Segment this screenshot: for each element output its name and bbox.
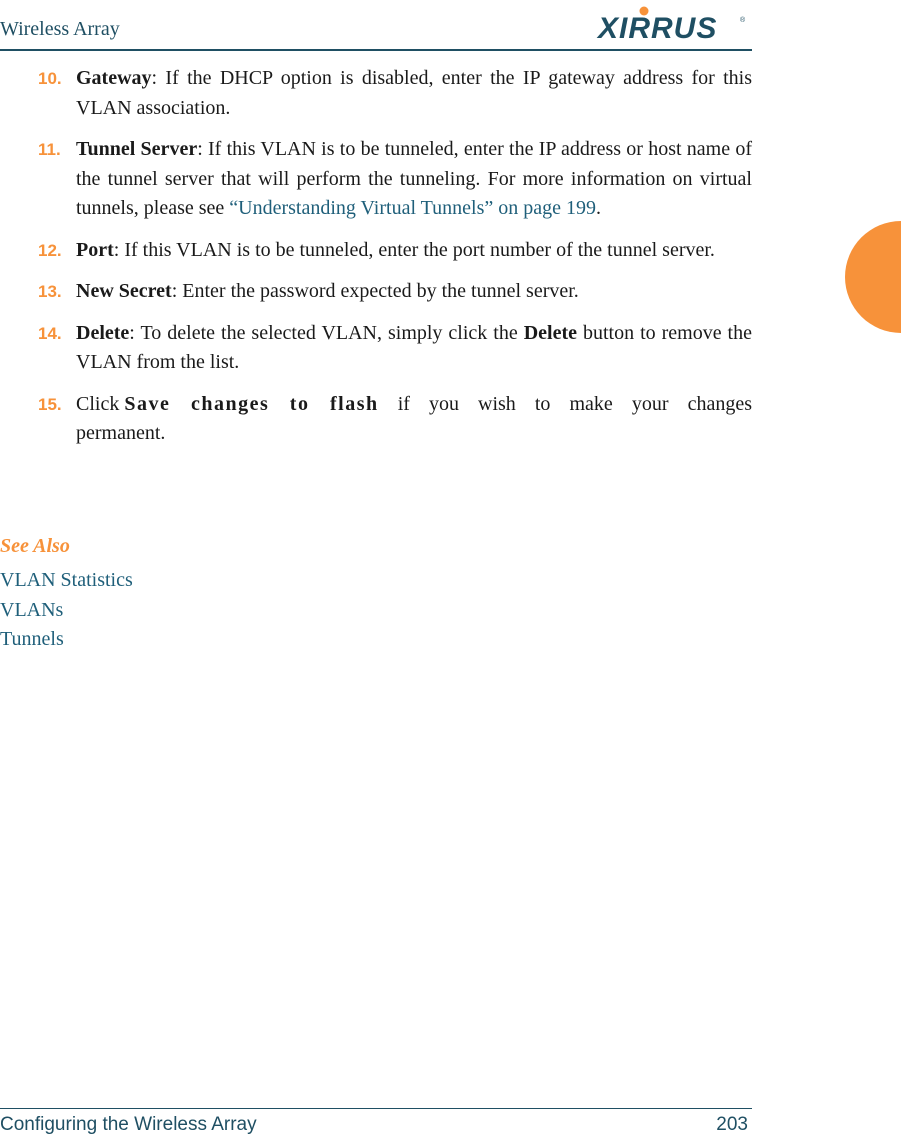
step-number: 14 .	[38, 319, 62, 349]
step-number: 10 .	[38, 64, 62, 94]
step-save-changes	[0, 390, 752, 449]
step-text: : If this VLAN is to be tunneled, enter the port number of the tunnel server.	[113, 238, 715, 261]
header-rule	[0, 49, 752, 51]
xirrus-logo	[596, 4, 748, 40]
step-term: New Secret	[76, 280, 172, 302]
step-text: if you wish to make your changes permanent.	[76, 392, 752, 444]
step-text-tail: .	[596, 197, 601, 219]
step-text-pre: Click	[76, 392, 125, 415]
see-also-link-vlan-statistics[interactable]: VLAN Statistics	[0, 569, 133, 591]
see-also-link-vlans[interactable]: VLANs	[0, 598, 64, 621]
step-text: : To delete the selected VLAN, simply click the	[129, 321, 524, 344]
step-term: Gateway	[76, 67, 152, 89]
step-new-secret	[0, 277, 752, 307]
step-term: Delete	[76, 321, 130, 344]
see-also-list	[0, 566, 133, 655]
see-also-heading: See Also	[0, 535, 70, 557]
step-number: 12 .	[38, 236, 62, 266]
footer-page-number: 203	[716, 1114, 748, 1135]
step-number: 15 .	[38, 390, 62, 420]
procedure-steps	[0, 64, 752, 461]
see-also-link-tunnels[interactable]: Tunnels	[0, 628, 64, 650]
step-text: : If this VLAN is to be tunneled, enter the IP address or host name of the tunnel server that will perform the tunneling. For more information on virtual tunnels, please see	[76, 138, 753, 219]
cross-reference-link[interactable]: “Understanding Virtual Tunnels” on page 199	[229, 197, 596, 219]
step-term: Tunnel Server	[76, 138, 198, 160]
footer-rule	[0, 1108, 752, 1109]
step-number: 11 .	[38, 135, 61, 165]
footer-section-title: Configuring the Wireless Array	[0, 1114, 257, 1135]
step-delete	[0, 319, 752, 378]
step-text: : If the DHCP option is disabled, enter the IP gateway address for this VLAN association.	[76, 67, 752, 119]
step-text: : Enter the password expected by the tunnel server.	[171, 280, 579, 302]
chapter-tab-marker	[845, 221, 901, 333]
step-text-tail: button to remove the VLAN from the list.	[76, 321, 752, 373]
step-gateway	[0, 64, 752, 123]
step-term-delete-button: Delete	[523, 321, 577, 344]
step-tunnel-server	[0, 135, 752, 224]
step-port	[0, 236, 752, 266]
svg-text:XIRRUS: XIRRUS	[598, 12, 718, 40]
step-term: Save changes to flash	[124, 392, 379, 415]
svg-text:®: ®	[740, 17, 746, 24]
step-number: 13 .	[38, 277, 62, 307]
header-title: Wireless Array	[0, 18, 120, 40]
step-term: Port	[76, 238, 114, 261]
